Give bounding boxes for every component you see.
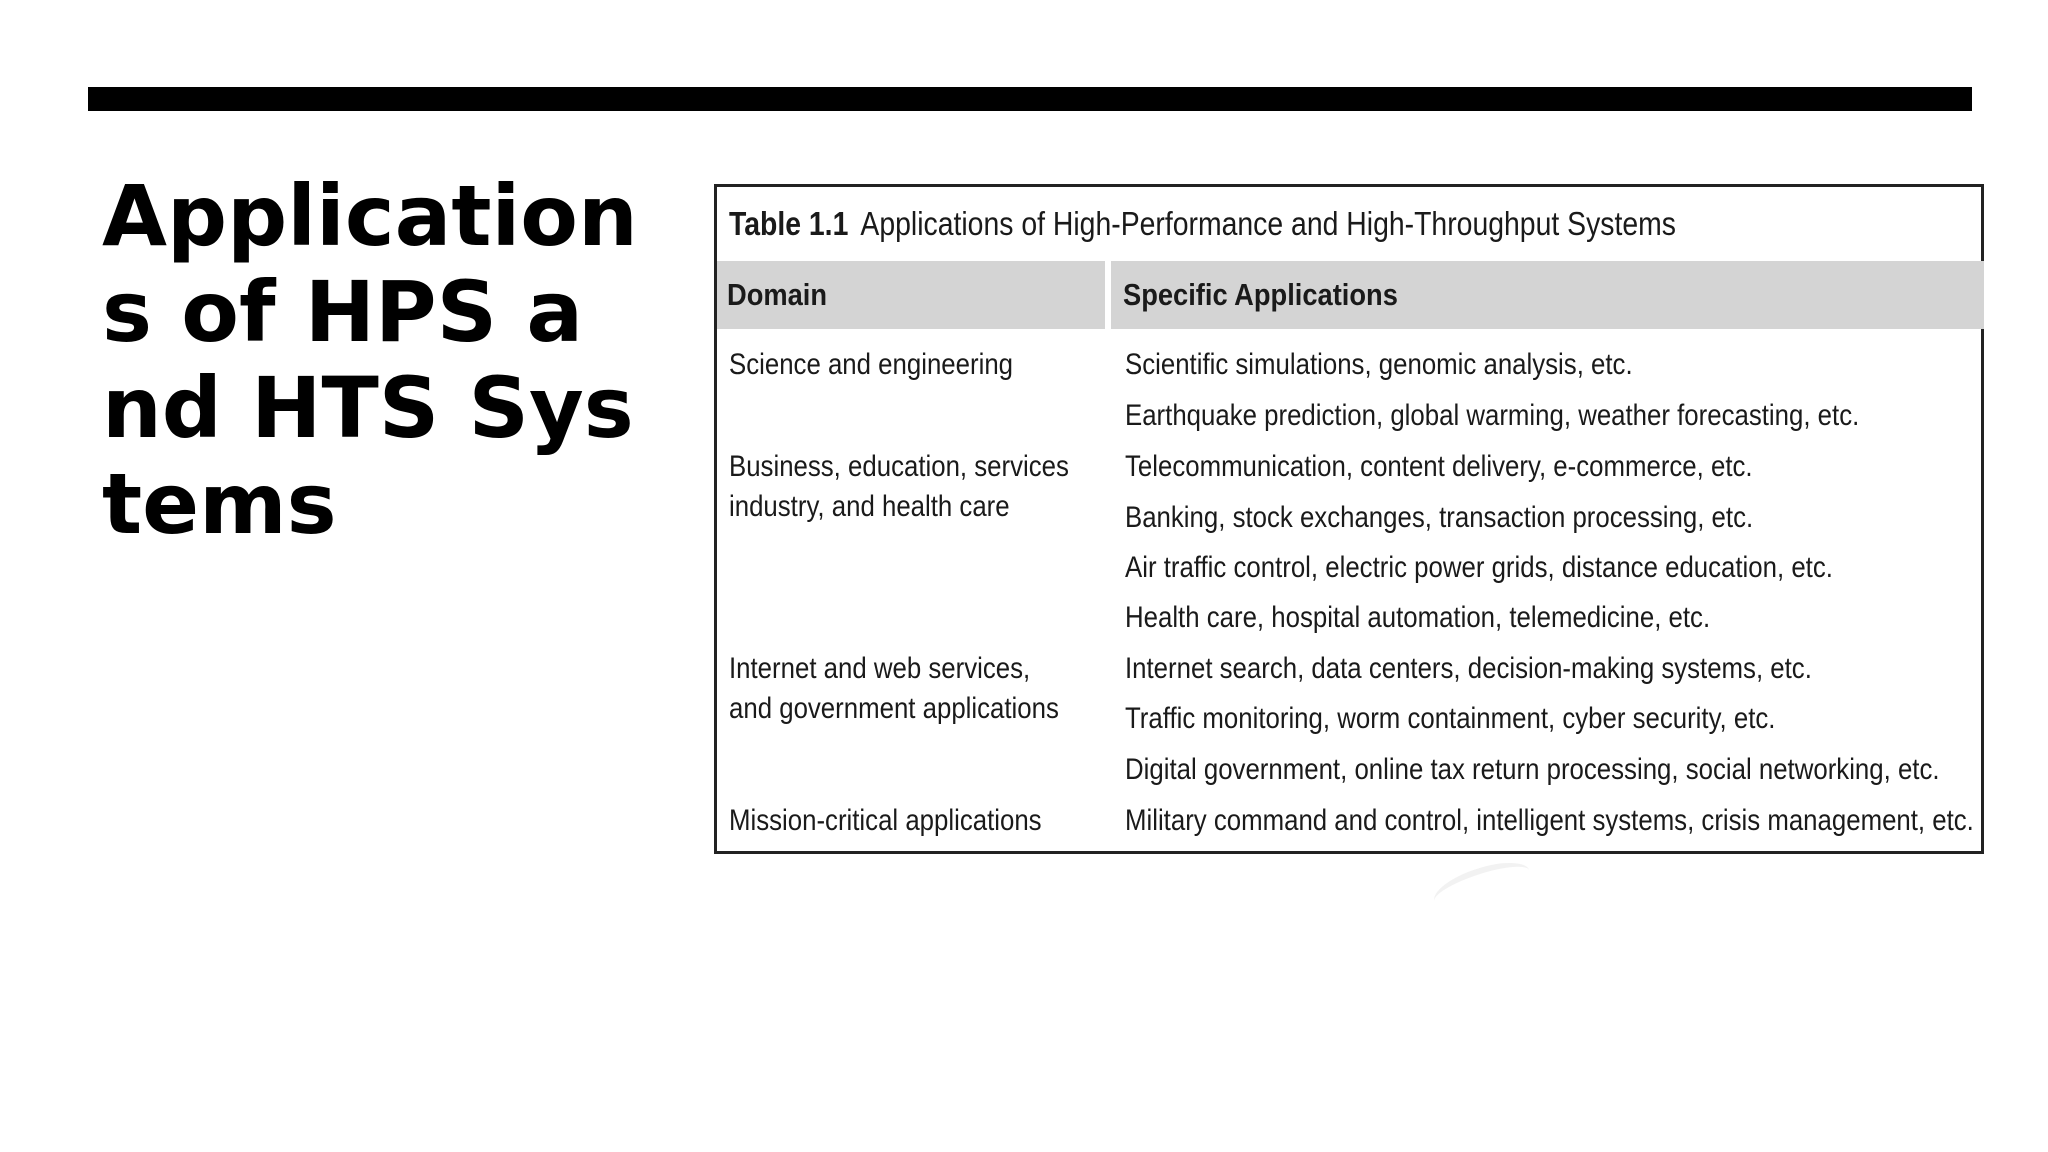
application-cell: Traffic monitoring, worm containment, cyber security, etc. [1125, 702, 1776, 735]
domain-line: Science and engineering [729, 348, 1014, 381]
domain-line: industry, and health care [729, 490, 1010, 523]
application-cell: Internet search, data centers, decision-making systems, etc. [1125, 652, 1812, 685]
domain-line: Internet and web services, [729, 652, 1031, 685]
application-cell: Digital government, online tax return processing, social networking, etc. [1125, 753, 1940, 786]
domain-cell [729, 447, 1069, 527]
application-cell: Military command and control, intelligent systems, crisis management, etc. [1125, 804, 1974, 837]
header-specific-applications: Specific Applications [1111, 261, 1984, 329]
applications-table-image [714, 184, 1984, 854]
domain-line: Mission-critical applications [729, 804, 1042, 837]
application-cell: Scientific simulations, genomic analysis, etc. [1125, 348, 1633, 381]
domain-line: and government applications [729, 692, 1059, 725]
table-caption-label: Table 1.1 [729, 205, 849, 242]
table-caption [729, 205, 1676, 243]
application-cell: Banking, stock exchanges, transaction processing, etc. [1125, 501, 1754, 534]
faint-watermark-mark [1429, 853, 1535, 918]
top-accent-bar [88, 87, 1972, 111]
domain-cell [729, 345, 1013, 385]
application-cell: Air traffic control, electric power grids, distance education, etc. [1125, 551, 1833, 584]
table-header-row [717, 261, 1981, 329]
domain-line: Business, education, services [729, 450, 1069, 483]
table-caption-text: Applications of High-Performance and High-Throughput Systems [860, 205, 1676, 242]
domain-cell [729, 801, 1042, 841]
application-cell: Health care, hospital automation, telemedicine, etc. [1125, 601, 1711, 634]
slide-title: Applications of HPS and HTS Systems [102, 167, 638, 553]
application-cell: Earthquake prediction, global warming, weather forecasting, etc. [1125, 399, 1860, 432]
domain-cell [729, 649, 1059, 729]
application-cell: Telecommunication, content delivery, e-commerce, etc. [1125, 450, 1753, 483]
header-domain: Domain [717, 261, 1105, 329]
